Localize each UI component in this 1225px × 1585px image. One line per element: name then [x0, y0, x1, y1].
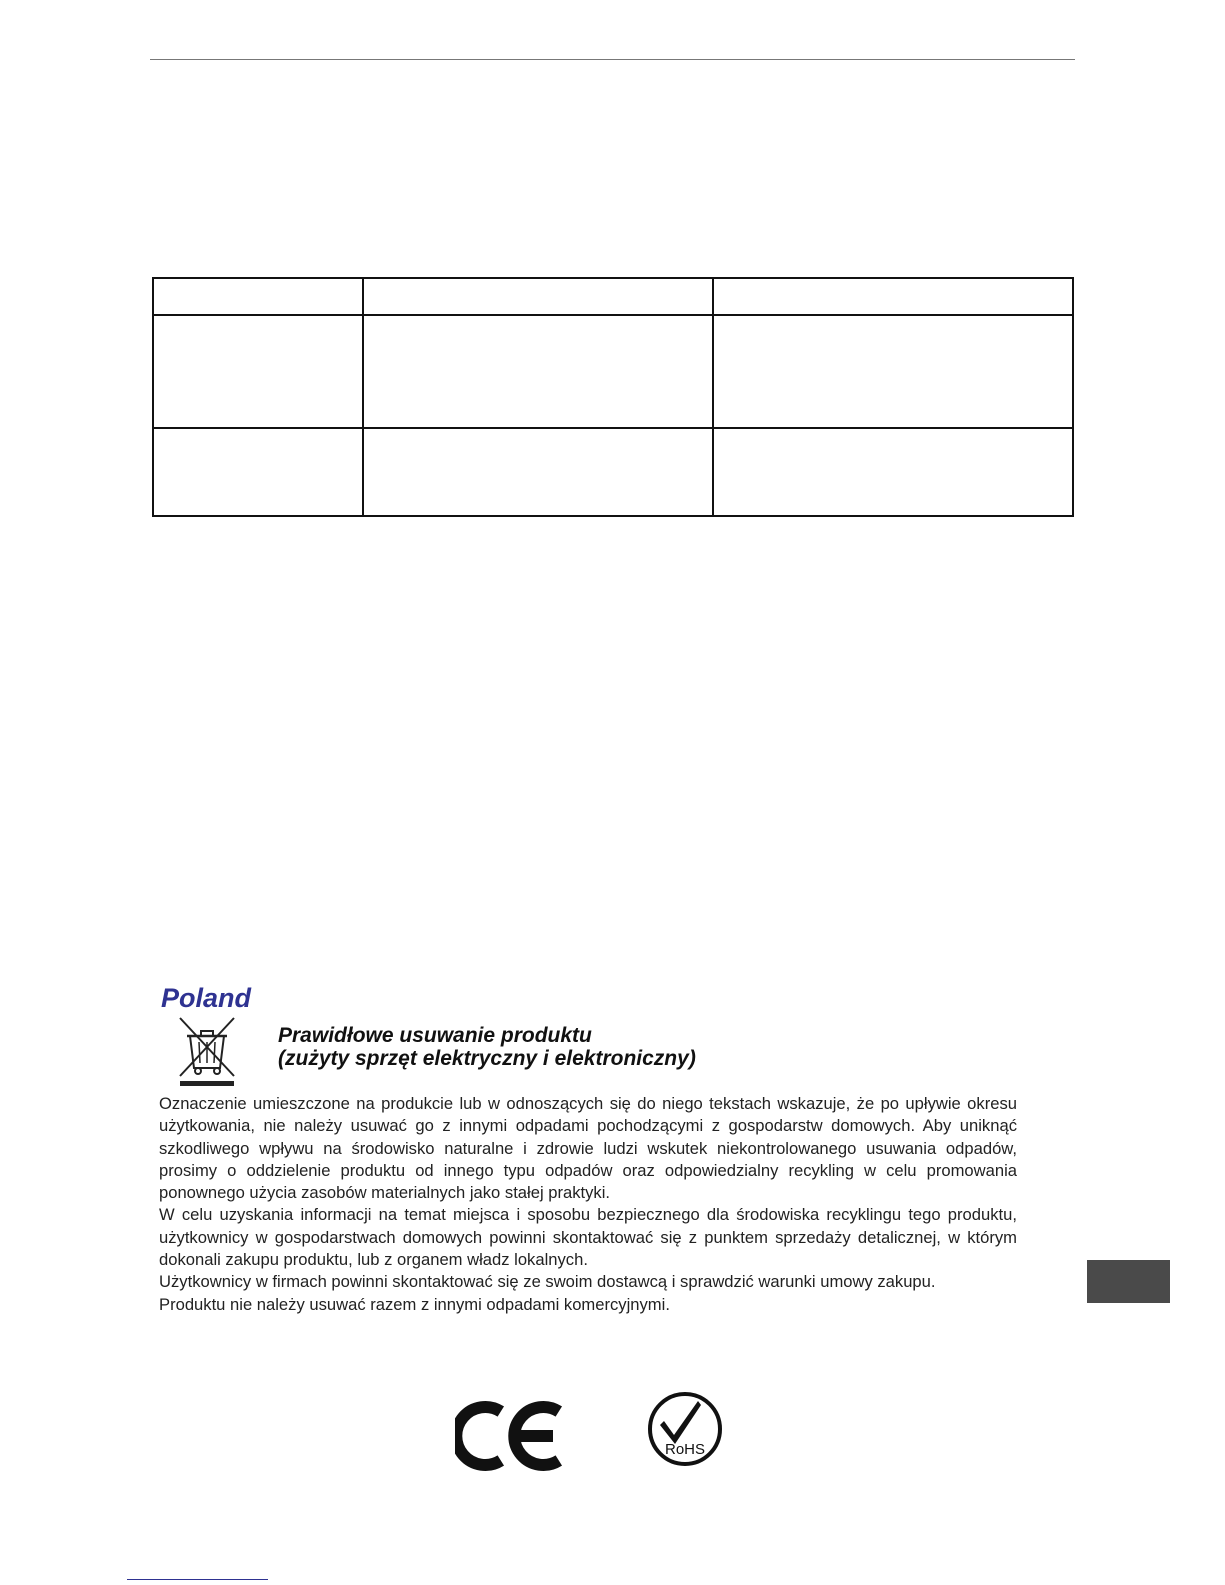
rohs-mark-icon	[646, 1387, 724, 1471]
disposal-heading-line1: Prawidłowe usuwanie produktu	[278, 1024, 592, 1047]
table-row	[153, 428, 1073, 516]
language-tab-marker	[1087, 1260, 1170, 1303]
table-cell	[153, 315, 363, 428]
table-row	[153, 278, 1073, 315]
table-row	[153, 315, 1073, 428]
table-cell	[713, 278, 1073, 315]
crossed-bin-icon	[176, 1016, 238, 1088]
country-heading: Poland	[161, 983, 252, 1013]
disposal-paragraph: Produktu nie należy usuwać razem z innymi odpadami komercyjnymi.	[159, 1294, 670, 1314]
empty-spec-table	[152, 277, 1074, 517]
table-cell	[363, 428, 713, 516]
disposal-heading-line2: (zużyty sprzęt elektryczny i elektroniczny)	[278, 1047, 696, 1070]
bottom-rule	[127, 1579, 268, 1580]
table-cell	[363, 315, 713, 428]
disposal-body	[159, 1093, 1017, 1316]
disposal-paragraph: Oznaczenie umieszczone na produkcie lub w odnoszących się do niego tekstach wskazuje, że po upływie okresu użytkowania, nie należy usuwać go z innymi odpadami pochodzącymi z gospodarstw domowych. Aby uniknąć szkodliwego wpływu na środowisko naturalne i zdrowie ludzi wskutek niekontrolowanego usuwania odpadów, prosimy o oddzielenie produktu od innego typu odpadów oraz odpowiedzialny recykling w celu promowania ponownego użycia zasobów materialnych jako stałej praktyki.	[159, 1094, 1017, 1203]
top-rule	[150, 59, 1075, 60]
table-cell	[153, 278, 363, 315]
disposal-paragraph: W celu uzyskania informacji na temat miejsca i sposobu bezpiecznego dla środowiska recyklingu tego produktu, użytkownicy w gospodarstwach domowych powinni skontaktować się z punktem sprzedaży detalicznej, w którym dokonali zakupu produktu, lub z organem władz lokalnych.	[159, 1205, 1017, 1270]
table-cell	[153, 428, 363, 516]
table-cell	[363, 278, 713, 315]
table-cell	[713, 428, 1073, 516]
ce-mark-icon	[455, 1397, 563, 1475]
rohs-label: RoHS	[664, 1441, 706, 1458]
table-cell	[713, 315, 1073, 428]
disposal-paragraph: Użytkownicy w firmach powinni skontaktować się ze swoim dostawcą i sprawdzić warunki umowy zakupu.	[159, 1272, 936, 1292]
disposal-heading	[278, 1024, 696, 1070]
